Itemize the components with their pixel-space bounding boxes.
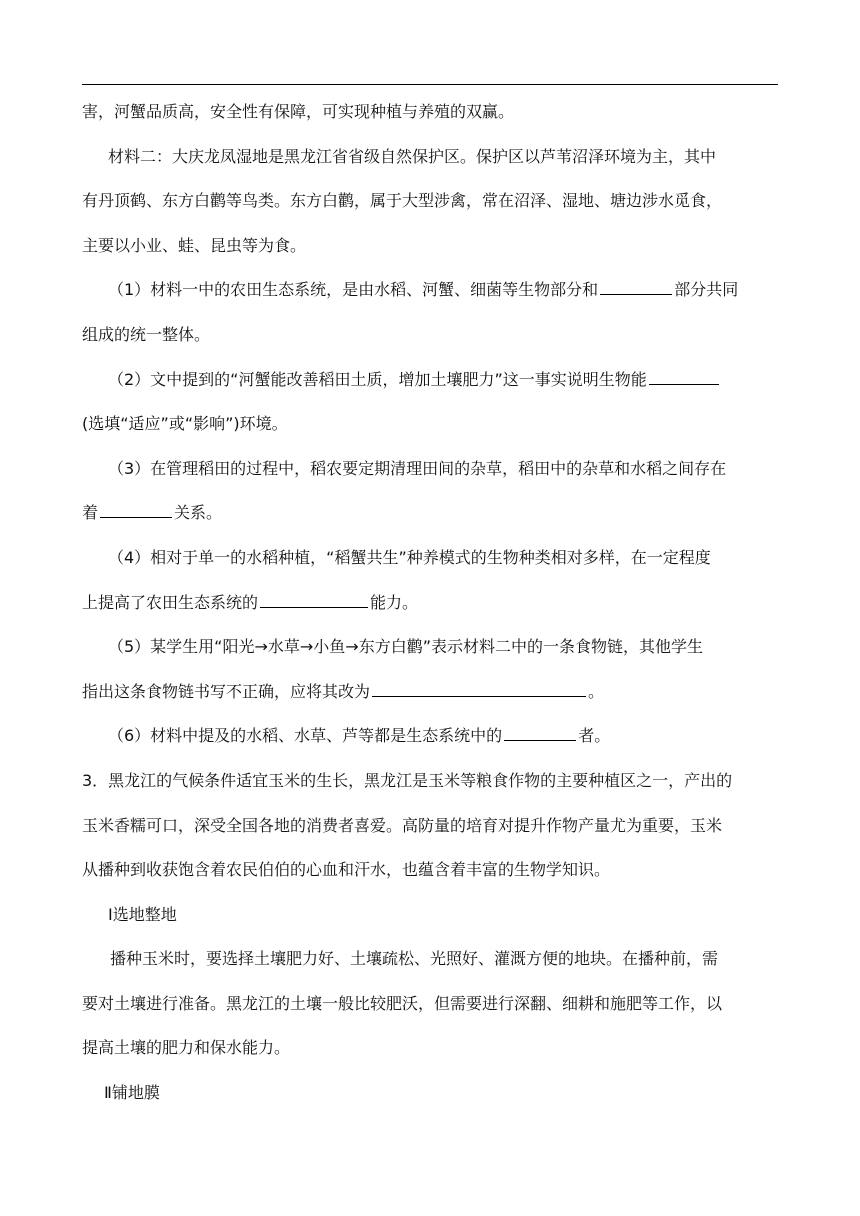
text-line: 玉米香糯可口，深受全国各地的消费者喜爱。高防量的培育对提升作物产量尤为重要，玉米 [82, 815, 723, 835]
question-text: （1）材料一中的农田生态系统，是由水稻、河蟹、细菌等生物部分和 [108, 280, 599, 300]
question-5-line [82, 670, 782, 715]
answer-blank[interactable] [600, 278, 672, 295]
question-text: 能力。 [370, 592, 419, 612]
question-4: （4）相对于单一的水稻种植，“稻蟹共生”种养模式的生物种类相对多样，在一定程度 [108, 547, 711, 567]
text-line: (选填“适应”或“影响”)环境。 [82, 414, 288, 434]
question-6 [82, 714, 782, 759]
document-body [82, 90, 782, 1116]
question-text: 指出这条食物链书写不正确，应将其改为 [82, 681, 371, 701]
question-3-stem: 3．黑龙江的气候条件适宜玉米的生长，黑龙江是玉米等粮食作物的主要种植区之一，产出的 [82, 770, 733, 790]
text-line: 有丹顶鹤、东方白鹳等鸟类。东方白鹳，属于大型涉禽，常在沼泽、湿地、塘边涉水觅食， [82, 191, 723, 211]
text-line: 从播种到收获饱含着农民伯伯的心血和汗水，也蕴含着丰富的生物学知识。 [82, 860, 611, 880]
answer-blank[interactable] [372, 680, 586, 697]
answer-blank[interactable] [504, 724, 576, 741]
question-text: 着 [82, 503, 99, 523]
question-text: 部分共同 [674, 280, 739, 300]
question-text: 者。 [578, 726, 611, 746]
question-1 [82, 268, 782, 313]
question-text: 。 [588, 681, 605, 701]
question-text: 关系。 [174, 503, 223, 523]
question-text: 上提高了农田生态系统的 [82, 592, 259, 612]
answer-blank[interactable] [100, 501, 172, 518]
section-heading-1: Ⅰ选地整地 [108, 904, 177, 924]
answer-blank[interactable] [260, 591, 368, 608]
material-two-line: 材料二：大庆龙凤湿地是黑龙江省省级自然保护区。保护区以芦苇沼泽环境为主，其中 [108, 146, 717, 166]
answer-blank[interactable] [649, 368, 719, 385]
question-5: （5）某学生用“阳光→水草→小鱼→东方白鹳”表示材料二中的一条食物链，其他学生 [108, 637, 703, 657]
section-heading-2: Ⅱ铺地膜 [104, 1083, 160, 1103]
question-4-line [82, 581, 782, 626]
paragraph-line: 提高土壤的肥力和保水能力。 [82, 1038, 291, 1058]
header-rule [82, 84, 778, 85]
paragraph-line: 要对土壤进行准备。黑龙江的土壤一般比较肥沃，但需要进行深翻、细耕和施肥等工作，以 [82, 993, 723, 1013]
text-line: 组成的统一整体。 [82, 324, 211, 344]
question-2 [82, 358, 782, 403]
paragraph-line: 播种玉米时，要选择土壤肥力好、土壤疏松、光照好、灌溉方便的地块。在播种前，需 [110, 949, 719, 969]
question-3-line [82, 491, 782, 536]
question-text: （2）文中提到的“河蟹能改善稻田土质，增加土壤肥力”这一事实说明生物能 [108, 369, 647, 389]
question-text: （6）材料中提及的水稻、水草、芦等都是生态系统中的 [108, 726, 503, 746]
text-line: 害，河蟹品质高，安全性有保障，可实现种植与养殖的双赢。 [82, 102, 515, 121]
question-3: （3）在管理稻田的过程中，稻农要定期清理田间的杂草，稻田中的杂草和水稻之间存在 [108, 458, 727, 478]
text-line: 主要以小业、蛙、昆虫等为食。 [82, 235, 307, 255]
